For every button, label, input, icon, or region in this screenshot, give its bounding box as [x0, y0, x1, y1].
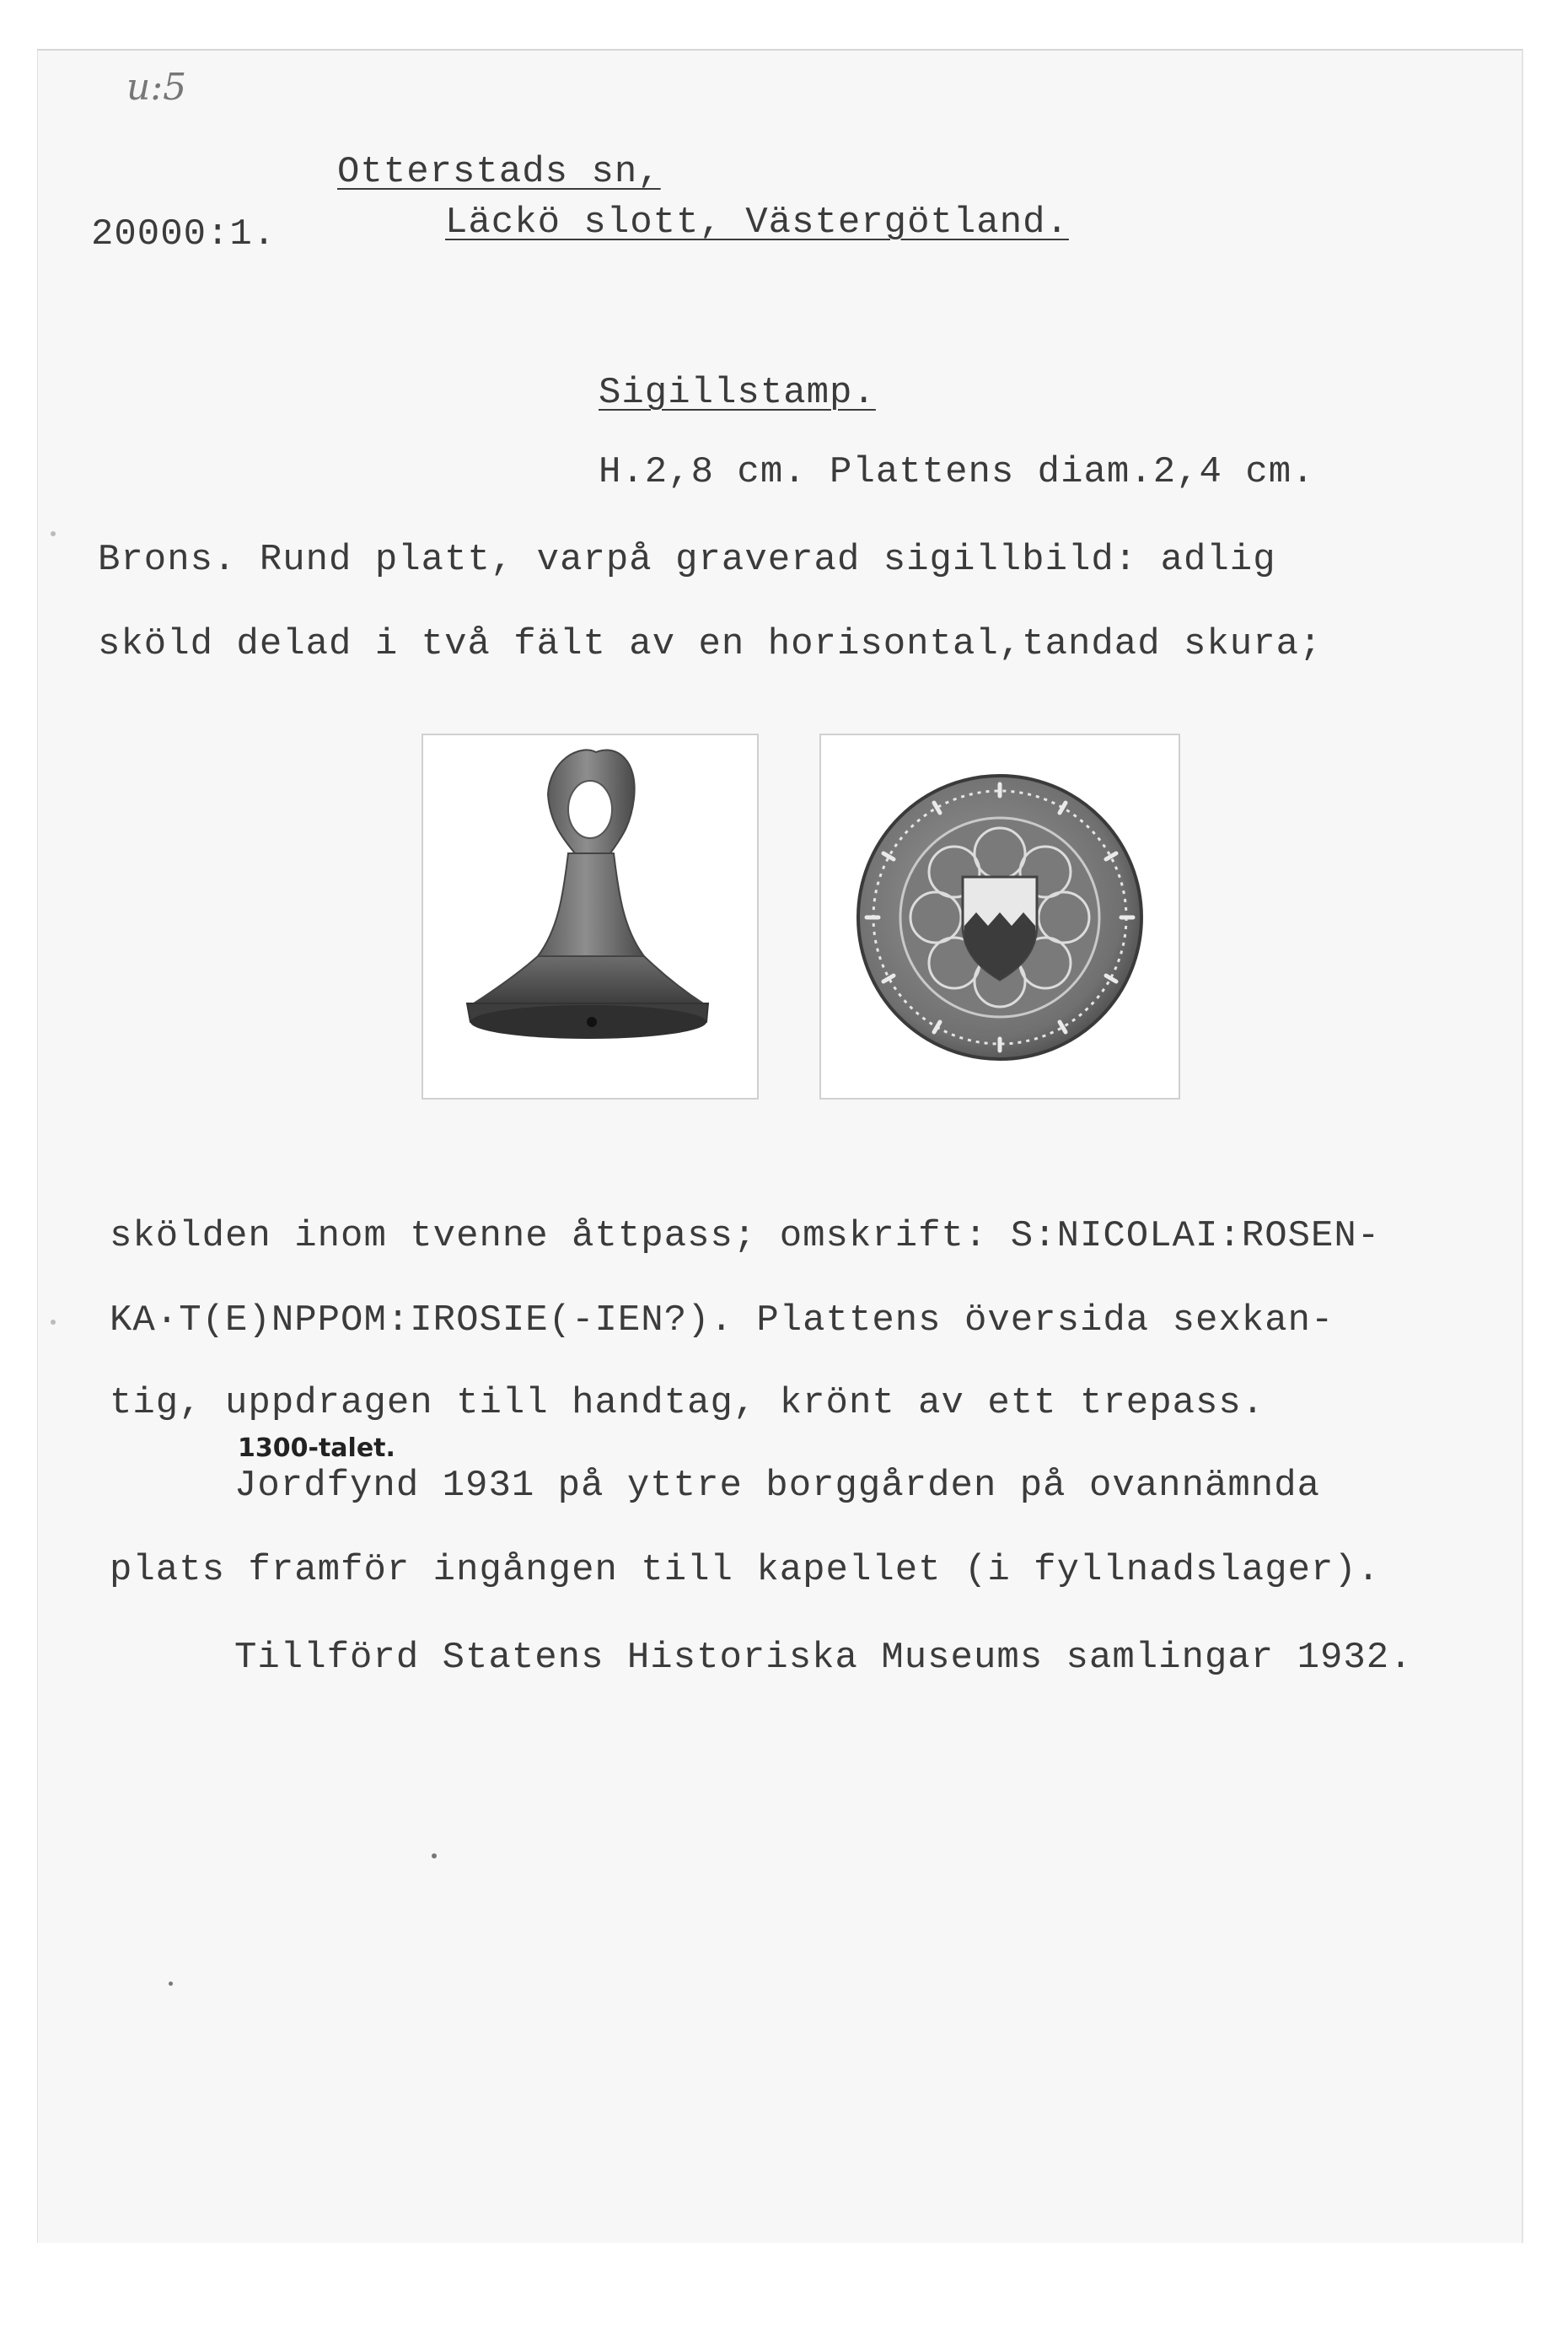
place-heading: Läckö slott, Västergötland. [445, 202, 1069, 244]
object-title: Sigillstamp. [599, 372, 876, 414]
find-line-1: Jordfynd 1931 på yttre borggården på ovannämnda [234, 1465, 1321, 1507]
description-line-2: sköld delad i två fält av en horisontal,tandad skura; [98, 623, 1323, 665]
seal-face-image [821, 735, 1179, 1098]
seal-face-photo [819, 734, 1180, 1100]
description-line-4: KA·T(E)NPPOM:IROSIE(-IEN?). Plattens översida sexkan- [110, 1299, 1334, 1342]
parish-heading: Otterstads sn, [337, 151, 661, 193]
acquisition-line: Tillförd Statens Historiska Museums samlingar 1932. [234, 1637, 1413, 1679]
corner-mark: u:5 [126, 66, 187, 109]
catalog-number: 20000:1. [91, 213, 277, 255]
paper-speck [169, 1982, 173, 1986]
paper-speck [432, 1853, 437, 1858]
paper-speck [51, 531, 56, 536]
description-line-1: Brons. Rund platt, varpå graverad sigillbild: adlig [98, 539, 1276, 581]
description-line-5: tig, uppdragen till handtag, krönt av ett trepass. [110, 1382, 1265, 1424]
paper-speck [51, 1320, 56, 1325]
handwritten-date: 1300-talet. [238, 1433, 395, 1463]
description-line-3: skölden inom tvenne åttpass; omskrift: S:NICOLAI:ROSEN- [110, 1215, 1381, 1257]
find-line-2: plats framför ingången till kapellet (i fyllnadslager). [110, 1549, 1381, 1591]
dimensions: H.2,8 cm. Plattens diam.2,4 cm. [599, 451, 1315, 493]
seal-stamp-side-image [423, 735, 757, 1098]
seal-stamp-side-photo [422, 734, 759, 1100]
